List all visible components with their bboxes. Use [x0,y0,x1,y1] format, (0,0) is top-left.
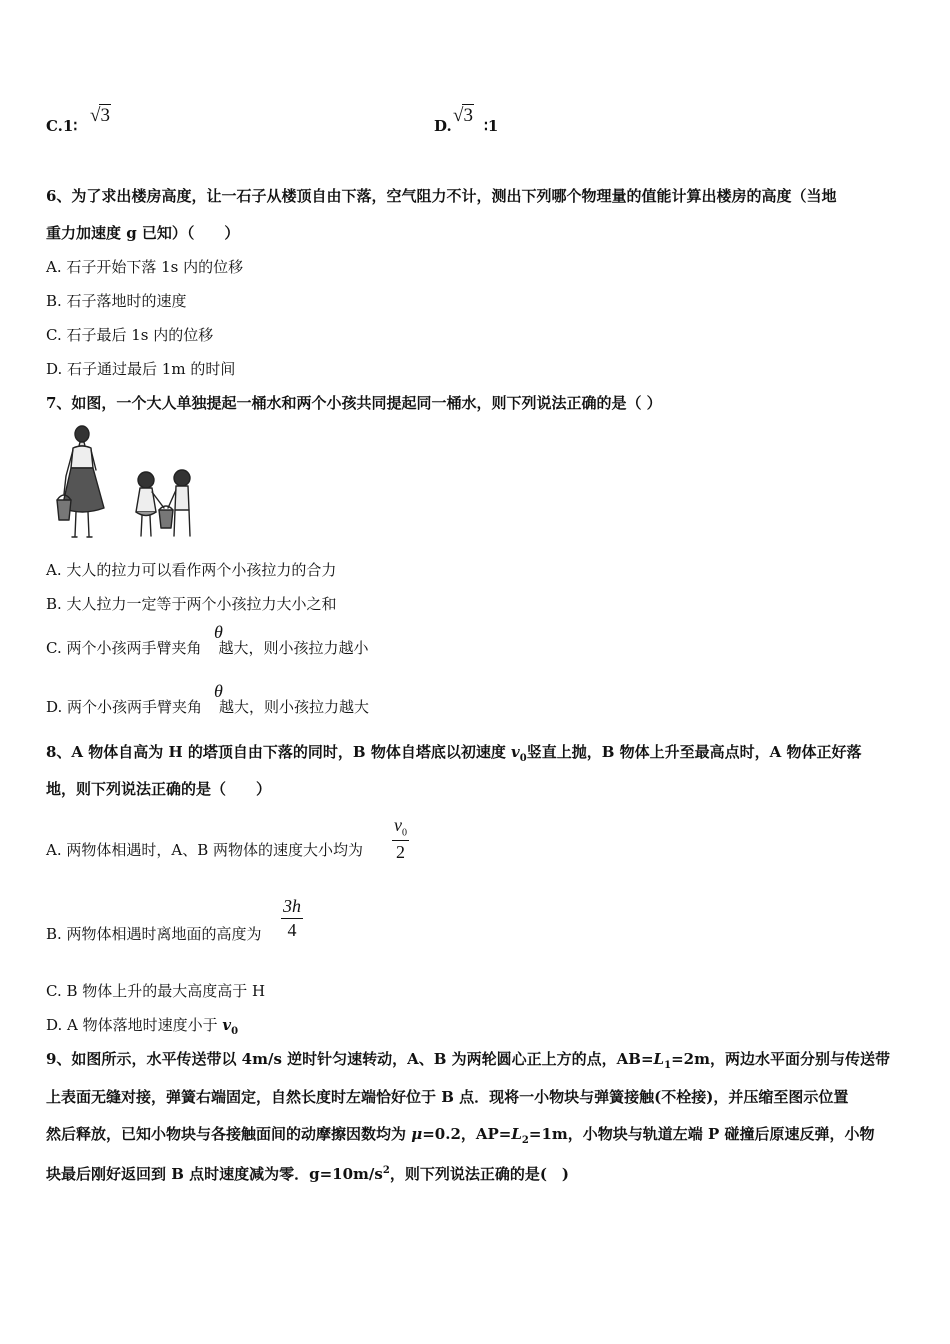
q8-frac-den-4: 4 [287,920,297,940]
q9-stem-line1 [46,1049,890,1076]
q9-mu: μ [411,1125,423,1143]
adult-children-bucket-figure [46,424,208,546]
q6-stem-line1: 6、为了求出楼房高度，让一石子从楼顶自由下落，空气阻力不计，测出下列哪个物理量的值能计算出楼房的高度（当地 [46,187,837,205]
q8-v0-subscript: 0 [519,753,527,764]
q7-option-d-post: 越大，则小孩拉力越大 [219,698,370,716]
q8-option-d[interactable] [46,1015,238,1042]
q7-option-d-pre: D. 两个小孩两手臂夹角 [46,698,203,716]
sqrt-three-c: √3 [90,105,110,126]
radicand-c: 3 [100,105,110,126]
q6-option-c[interactable]: C. 石子最后 1s 内的位移 [46,326,214,344]
q9-L1-sub: 1 [664,1060,672,1071]
q9-L2: L [511,1125,522,1143]
q9-line1-b: =2m，两边水平面分别与传送带 [671,1050,890,1068]
q7-option-c[interactable] [46,638,369,658]
q6-option-b[interactable]: B. 石子落地时的速度 [46,292,187,310]
q9-line1-a: 9、如图所示，水平传送带以 4m/s 逆时针匀速转动，A、B 为两轮圆心正上方的点，AB= [46,1050,654,1068]
q8-stem-line2: 地，则下列说法正确的是（ ） [46,780,272,798]
q8-frac-den-2: 2 [396,841,405,862]
q9-line4-b: ，则下列说法正确的是( ) [389,1165,570,1183]
q8-frac-v-sub: 0 [402,827,407,839]
q8-option-d-sub: 0 [231,1026,239,1037]
q5-option-c[interactable] [46,116,77,136]
q8-frac-3h: 3h [281,896,303,919]
sqrt-three-d: √3 [453,105,473,126]
q9-stem-line3 [46,1124,875,1151]
q5-option-d-suffix: ∶1 [484,117,499,135]
q8-option-d-v: v [222,1016,232,1034]
q8-v0-symbol: v [511,743,520,761]
q5-option-c-prefix: C.1∶ [46,117,78,135]
q5-option-d[interactable] [434,116,452,136]
q6-option-a[interactable]: A. 石子开始下落 1s 内的位移 [46,258,244,276]
q7-stem: 7、如图，一个大人单独提起一桶水和两个小孩共同提起同一桶水，则下列说法正确的是（ ） [46,394,662,412]
q8-fraction-v0-over-2 [392,815,409,863]
q9-stem-line2: 上表面无缝对接，弹簧右端固定，自然长度时左端恰好位于 B 点．现将一小物块与弹簧接触(不栓接)，并压缩至图示位置 [46,1088,849,1106]
q8-stem-line1-a: 8、A 物体自高为 H 的塔顶自由下落的同时，B 物体自塔底以初速度 [46,743,512,761]
q5-option-d-prefix: D. [434,117,452,135]
q7-option-a[interactable]: A. 大人的拉力可以看作两个小孩拉力的合力 [46,561,337,579]
q9-L2-sub: 2 [521,1135,529,1146]
q9-stem-line4 [46,1161,569,1184]
q8-stem-line1 [46,742,862,769]
q8-frac-v: v [394,815,402,835]
q8-option-c[interactable]: C. B 物体上升的最大高度高于 H [46,982,266,1000]
q9-line3-a: 然后释放，已知小物块与各接触面间的动摩擦因数均为 [46,1125,412,1143]
q9-line3-c: =1m，小物块与轨道左端 P 碰撞后原速反弹，小物 [528,1125,875,1143]
q7-option-b[interactable]: B. 大人拉力一定等于两个小孩拉力大小之和 [46,595,337,613]
theta-symbol-c: θ [214,622,223,642]
q7-option-c-post: 越大，则小孩拉力越小 [218,639,369,657]
q8-option-a[interactable]: A. 两物体相遇时，A、B 两物体的速度大小均为 [46,841,363,859]
q6-option-d[interactable]: D. 石子通过最后 1m 的时间 [46,360,236,378]
q9-L1: L [653,1050,665,1068]
q8-fraction-3h-over-4 [281,896,303,941]
q9-line4-sup: 2 [382,1165,390,1176]
q7-option-c-pre: C. 两个小孩两手臂夹角 [46,639,202,657]
q8-stem-line1-b: 竖直上抛，B 物体上升至最高点时，A 物体正好落 [526,743,862,761]
radicand-d: 3 [463,105,473,126]
q8-option-d-pre: D. A 物体落地时速度小于 [46,1016,223,1034]
q6-stem-line2: 重力加速度 g 已知）（ ） [46,224,240,242]
q9-line4-a: 块最后刚好返回到 B 点时速度减为零．g=10m/s [46,1165,383,1183]
q9-line3-b: =0.2，AP= [422,1125,512,1143]
q7-option-d[interactable] [46,697,369,717]
q8-option-b[interactable]: B. 两物体相遇时离地面的高度为 [46,925,262,943]
theta-symbol-d: θ [214,681,223,701]
